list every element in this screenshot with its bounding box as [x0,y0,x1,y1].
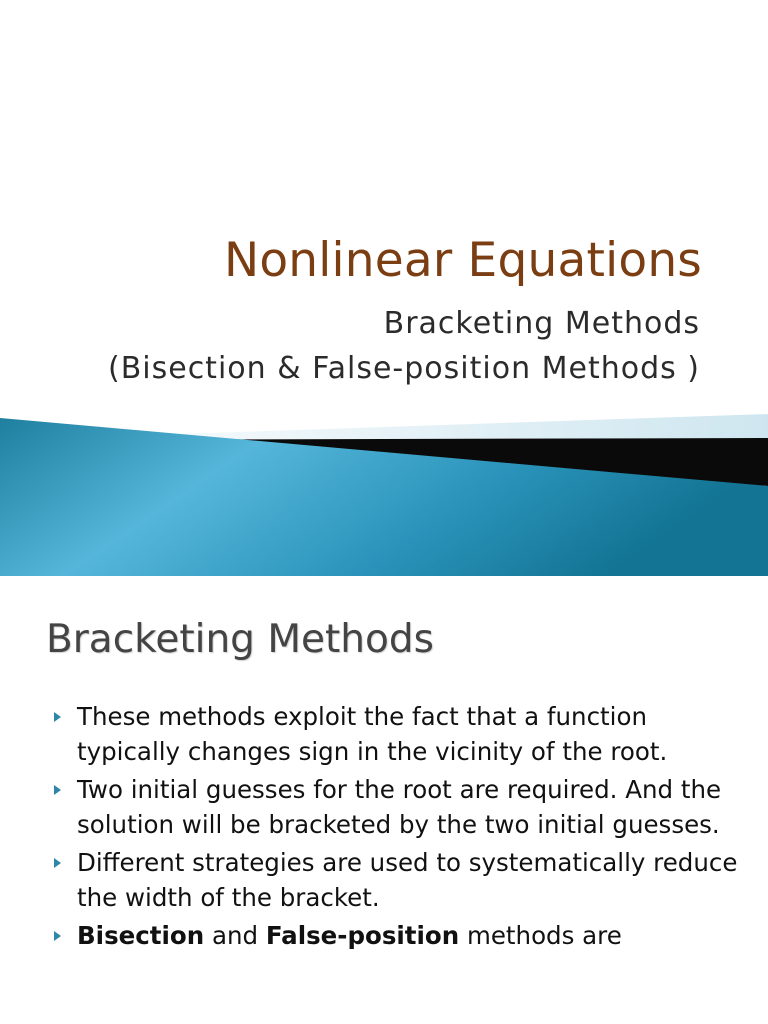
slide-subtitle-line1: Bracketing Methods [383,306,700,341]
bullet-item [52,700,742,769]
bullet-bold-text: False-position [265,921,460,950]
bullet-item [52,773,742,842]
triangle-right-bullet-icon [54,712,61,722]
triangle-right-bullet-icon [54,785,61,795]
decorative-band [0,410,768,576]
bullet-bold-text: Bisection [77,921,205,950]
bullet-text: These methods exploit the fact that a function typically changes sign in the vicinity of the root. [77,702,668,766]
bullet-text: Different strategies are used to systematically reduce the width of the bracket. [77,848,738,912]
bullet-item [52,846,742,915]
bullet-text: Two initial guesses for the root are required. And the solution will be bracketed by the two initial guesses. [77,775,722,839]
bullet-text: methods are [459,921,622,950]
content-slide-title: Bracketing Methods [46,617,434,662]
triangle-right-bullet-icon [54,931,61,941]
slide-subtitle-line2: (Bisection & False-position Methods ) [107,351,700,386]
bullet-item [52,919,742,954]
bullet-list [52,700,742,958]
slide-title: Nonlinear Equations [223,233,702,288]
bullet-text: and [204,921,266,950]
triangle-right-bullet-icon [54,858,61,868]
